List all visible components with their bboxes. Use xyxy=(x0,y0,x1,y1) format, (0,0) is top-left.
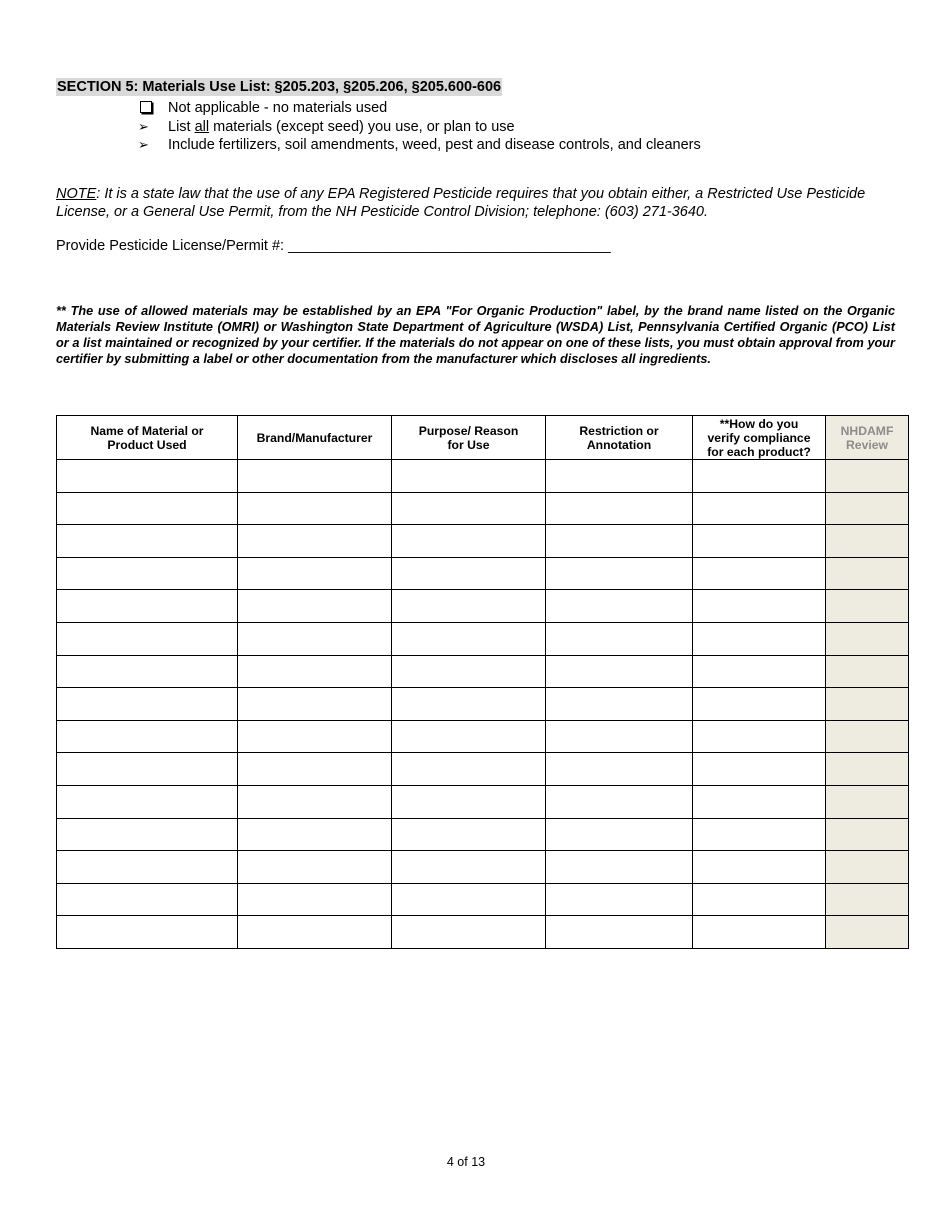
list-item: ➢ Include fertilizers, soil amendments, weed, pest and disease controls, and cleaners xyxy=(138,137,701,153)
table-row xyxy=(57,818,909,851)
table-cell[interactable] xyxy=(392,785,546,818)
table-cell[interactable] xyxy=(57,688,238,721)
review-cell[interactable] xyxy=(826,720,909,753)
table-row xyxy=(57,525,909,558)
table-cell[interactable] xyxy=(693,590,826,623)
table-cell[interactable] xyxy=(693,883,826,916)
table-cell[interactable] xyxy=(392,720,546,753)
table-cell[interactable] xyxy=(693,460,826,493)
review-cell[interactable] xyxy=(826,655,909,688)
table-row xyxy=(57,492,909,525)
table-cell[interactable] xyxy=(238,557,392,590)
table-cell[interactable] xyxy=(57,753,238,786)
table-cell[interactable] xyxy=(693,720,826,753)
table-cell[interactable] xyxy=(546,590,693,623)
table-cell[interactable] xyxy=(57,655,238,688)
table-cell[interactable] xyxy=(693,916,826,949)
table-cell[interactable] xyxy=(546,883,693,916)
pesticide-note xyxy=(56,185,886,221)
table-row xyxy=(57,916,909,949)
not-applicable-item[interactable] xyxy=(138,99,701,118)
table-cell[interactable] xyxy=(693,492,826,525)
column-header: **How do you verify compliance for each product? xyxy=(693,416,826,460)
table-cell[interactable] xyxy=(392,883,546,916)
table-cell[interactable] xyxy=(546,655,693,688)
review-cell[interactable] xyxy=(826,916,909,949)
table-cell[interactable] xyxy=(392,622,546,655)
table-cell[interactable] xyxy=(57,883,238,916)
table-cell[interactable] xyxy=(392,818,546,851)
review-cell[interactable] xyxy=(826,460,909,493)
table-cell[interactable] xyxy=(57,492,238,525)
table-cell[interactable] xyxy=(57,590,238,623)
table-cell[interactable] xyxy=(392,525,546,558)
table-cell[interactable] xyxy=(546,785,693,818)
table-cell[interactable] xyxy=(392,688,546,721)
table-cell[interactable] xyxy=(392,851,546,884)
table-cell[interactable] xyxy=(57,622,238,655)
arrow-bullet-icon: ➢ xyxy=(138,118,149,134)
table-cell[interactable] xyxy=(693,525,826,558)
table-cell[interactable] xyxy=(238,525,392,558)
table-row xyxy=(57,851,909,884)
table-cell[interactable] xyxy=(693,851,826,884)
materials-table xyxy=(56,415,909,949)
review-cell[interactable] xyxy=(826,590,909,623)
table-cell[interactable] xyxy=(693,622,826,655)
instruction-list xyxy=(138,99,701,155)
table-cell[interactable] xyxy=(693,753,826,786)
license-label: Provide Pesticide License/Permit #: xyxy=(56,238,289,254)
review-cell[interactable] xyxy=(826,492,909,525)
table-cell[interactable] xyxy=(57,785,238,818)
table-cell[interactable] xyxy=(693,655,826,688)
table-row xyxy=(57,460,909,493)
review-cell[interactable] xyxy=(826,851,909,884)
table-cell[interactable] xyxy=(57,851,238,884)
table-body xyxy=(57,460,909,949)
table-cell[interactable] xyxy=(546,916,693,949)
table-cell[interactable] xyxy=(546,851,693,884)
organic-materials-statement: ** The use of allowed materials may be established by an EPA "For Organic Production" label, by the brand name listed on the Organic Materials Review Institute (OMRI) or Washington State Department of Agriculture (WSDA) List, Pennsylvania Certified Organic (PCO) List or a list maintained or recognized by your certifier. If the materials do not appear on one of these lists, you must obtain approval from your certifier by submitting a label or other documentation from the manufacturer which discloses all ingredients. xyxy=(56,304,895,366)
table-cell[interactable] xyxy=(693,785,826,818)
table-cell[interactable] xyxy=(238,720,392,753)
table-row xyxy=(57,883,909,916)
table-cell[interactable] xyxy=(238,753,392,786)
table-cell[interactable] xyxy=(238,818,392,851)
table-row xyxy=(57,720,909,753)
table-cell[interactable] xyxy=(392,916,546,949)
table-cell[interactable] xyxy=(392,492,546,525)
note-lead: NOTE xyxy=(56,186,97,202)
review-cell[interactable] xyxy=(826,688,909,721)
table-cell[interactable] xyxy=(546,753,693,786)
review-cell[interactable] xyxy=(826,883,909,916)
table-cell[interactable] xyxy=(546,622,693,655)
table-cell[interactable] xyxy=(238,460,392,493)
column-header: NHDAMF Review xyxy=(826,416,909,460)
table-cell[interactable] xyxy=(546,557,693,590)
table-cell[interactable] xyxy=(238,916,392,949)
table-cell[interactable] xyxy=(238,492,392,525)
license-blank[interactable]: ________________________________________ xyxy=(288,238,611,254)
page-number: 4 of 13 xyxy=(446,1155,486,1169)
table-cell[interactable] xyxy=(238,883,392,916)
table-cell[interactable] xyxy=(546,460,693,493)
not-applicable-label: Not applicable - no materials used xyxy=(168,100,388,116)
table-row xyxy=(57,785,909,818)
table-cell[interactable] xyxy=(546,818,693,851)
table-row xyxy=(57,557,909,590)
review-cell[interactable] xyxy=(826,557,909,590)
column-header: Purpose/ Reason for Use xyxy=(392,416,546,460)
table-cell[interactable] xyxy=(392,753,546,786)
table-cell[interactable] xyxy=(392,557,546,590)
table-cell[interactable] xyxy=(392,590,546,623)
arrow-bullet-icon: ➢ xyxy=(138,137,149,152)
table-row xyxy=(57,655,909,688)
table-cell[interactable] xyxy=(693,818,826,851)
review-cell[interactable] xyxy=(826,753,909,786)
table-row xyxy=(57,590,909,623)
table-cell[interactable] xyxy=(57,720,238,753)
column-header: Brand/Manufacturer xyxy=(238,416,392,460)
table-header-row xyxy=(57,416,909,460)
table-cell[interactable] xyxy=(238,851,392,884)
table-cell[interactable] xyxy=(693,688,826,721)
review-cell[interactable] xyxy=(826,525,909,558)
table-cell[interactable] xyxy=(57,916,238,949)
list-item: ➢ List all materials (except seed) you use, or plan to use xyxy=(138,118,515,135)
table-cell[interactable] xyxy=(238,622,392,655)
table-cell[interactable] xyxy=(546,492,693,525)
table-cell[interactable] xyxy=(546,525,693,558)
table-cell[interactable] xyxy=(238,655,392,688)
column-header: Restriction or Annotation xyxy=(546,416,693,460)
column-header: Name of Material or Product Used xyxy=(57,416,238,460)
table-cell[interactable] xyxy=(392,460,546,493)
review-cell[interactable] xyxy=(826,622,909,655)
table-cell[interactable] xyxy=(57,525,238,558)
table-cell[interactable] xyxy=(693,557,826,590)
review-cell[interactable] xyxy=(826,818,909,851)
table-row xyxy=(57,622,909,655)
license-field[interactable] xyxy=(56,237,611,255)
table-cell[interactable] xyxy=(546,720,693,753)
review-cell[interactable] xyxy=(826,785,909,818)
table-cell[interactable] xyxy=(238,590,392,623)
table-row xyxy=(57,753,909,786)
table-cell[interactable] xyxy=(238,688,392,721)
table-cell[interactable] xyxy=(392,655,546,688)
section-title: SECTION 5: Materials Use List: §205.203, §205.206, §205.600-606 xyxy=(57,79,502,95)
table-cell[interactable] xyxy=(57,818,238,851)
note-text: : It is a state law that the use of any EPA Registered Pesticide requires that you obtain either, a Restricted Use Pesticide License, or a General Use Permit, from the NH Pesticide Control Division; telephone: (603) 271-3640. xyxy=(56,186,866,220)
table-row xyxy=(57,688,909,721)
table-cell[interactable] xyxy=(546,688,693,721)
not-applicable-checkbox[interactable] xyxy=(140,101,152,113)
table-cell[interactable] xyxy=(57,460,238,493)
table-cell[interactable] xyxy=(57,557,238,590)
table-cell[interactable] xyxy=(238,785,392,818)
